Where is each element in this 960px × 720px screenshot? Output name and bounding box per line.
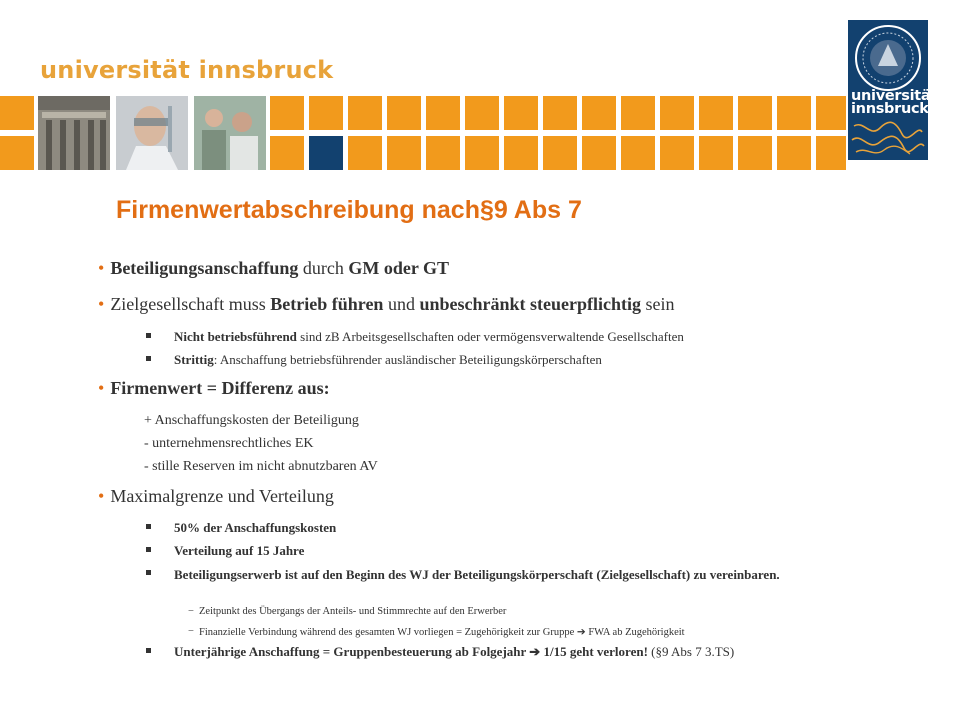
brand-wordmark: universität innsbruck: [40, 56, 334, 84]
bullet-beteiligungsanschaffung: [98, 258, 449, 279]
s6-rest: (§9 Abs 7 3.TS): [647, 644, 735, 659]
b2-mid: und: [383, 294, 420, 314]
calc-line-1: + Anschaffungskosten der Beteiligung: [144, 413, 359, 428]
b1-bold-1: Beteiligungsanschaffung: [110, 258, 299, 278]
bullet-dot: •: [98, 486, 105, 506]
b4-text: Maximalgrenze und Verteilung: [110, 486, 334, 506]
d2-text-a: Finanzielle Verbindung während des gesamten WJ vorliegen = Zugehörigkeit zur Gruppe: [199, 627, 577, 638]
logo-text-line2: innsbruck: [851, 101, 929, 117]
b2-bold-2: unbeschränkt steuerpflichtig: [419, 294, 641, 314]
d2-text-b: FWA ab Zugehörigkeit: [585, 627, 685, 638]
s3-text: 50% der Anschaffungskosten: [174, 520, 337, 535]
calc-line-2: - unternehmensrechtliches EK: [144, 436, 314, 451]
dash-bullet-icon: −: [188, 626, 194, 637]
square-bullet-icon: [146, 547, 151, 552]
s2-rest: : Anschaffung betriebsführender ausländischer Beteiligungskörperschaften: [213, 352, 602, 367]
calc-line-3: - stille Reserven im nicht abnutzbaren AV: [144, 459, 378, 474]
d1-text: Zeitpunkt des Übergangs der Anteils- und Stimmrechte auf den Erwerber: [199, 606, 507, 617]
b1-mid: durch: [298, 258, 349, 278]
bullet-firmenwert: [98, 378, 330, 399]
b1-bold-2: GM oder GT: [348, 258, 450, 278]
logo-text-line1: universität: [851, 88, 938, 104]
bullet-dot: •: [98, 294, 105, 314]
bullet-zielgesellschaft: [98, 294, 674, 315]
arrow-right-icon: ➔: [529, 644, 541, 659]
s4-text: Verteilung auf 15 Jahre: [174, 543, 305, 558]
s6-bold-a: Unterjährige Anschaffung = Gruppenbesteuerung ab Folgejahr: [174, 644, 530, 659]
s1-rest: sind zB Arbeitsgesellschaften oder vermögensverwaltende Gesellschaften: [296, 329, 684, 344]
s2-bold: Strittig: [174, 352, 214, 367]
square-bullet-icon: [146, 648, 151, 653]
square-bullet-icon: [146, 524, 151, 529]
bullet-maximalgrenze: [98, 486, 334, 507]
s6-bold-b: 1/15 geht verloren!: [540, 644, 648, 659]
dash-bullet-icon: −: [188, 606, 194, 617]
b2-bold-1: Betrieb führen: [270, 294, 384, 314]
b2-pre: Zielgesellschaft muss: [110, 294, 271, 314]
arrow-right-icon: ➔: [576, 627, 586, 638]
square-bullet-icon: [146, 570, 151, 575]
s5-text: Beteiligungserwerb ist auf den Beginn des WJ der Beteiligungskörperschaft (Zielgesellschaft) zu vereinbaren.: [174, 567, 780, 582]
b3-text: Firmenwert = Differenz aus:: [110, 378, 330, 398]
slide-title: Firmenwertabschreibung nach§9 Abs 7: [116, 196, 582, 224]
bullet-dot: •: [98, 378, 105, 398]
bullet-dot: •: [98, 258, 105, 278]
square-bullet-icon: [146, 356, 151, 361]
s1-bold: Nicht betriebsführend: [174, 329, 297, 344]
b2-post: sein: [640, 294, 675, 314]
square-bullet-icon: [146, 333, 151, 338]
